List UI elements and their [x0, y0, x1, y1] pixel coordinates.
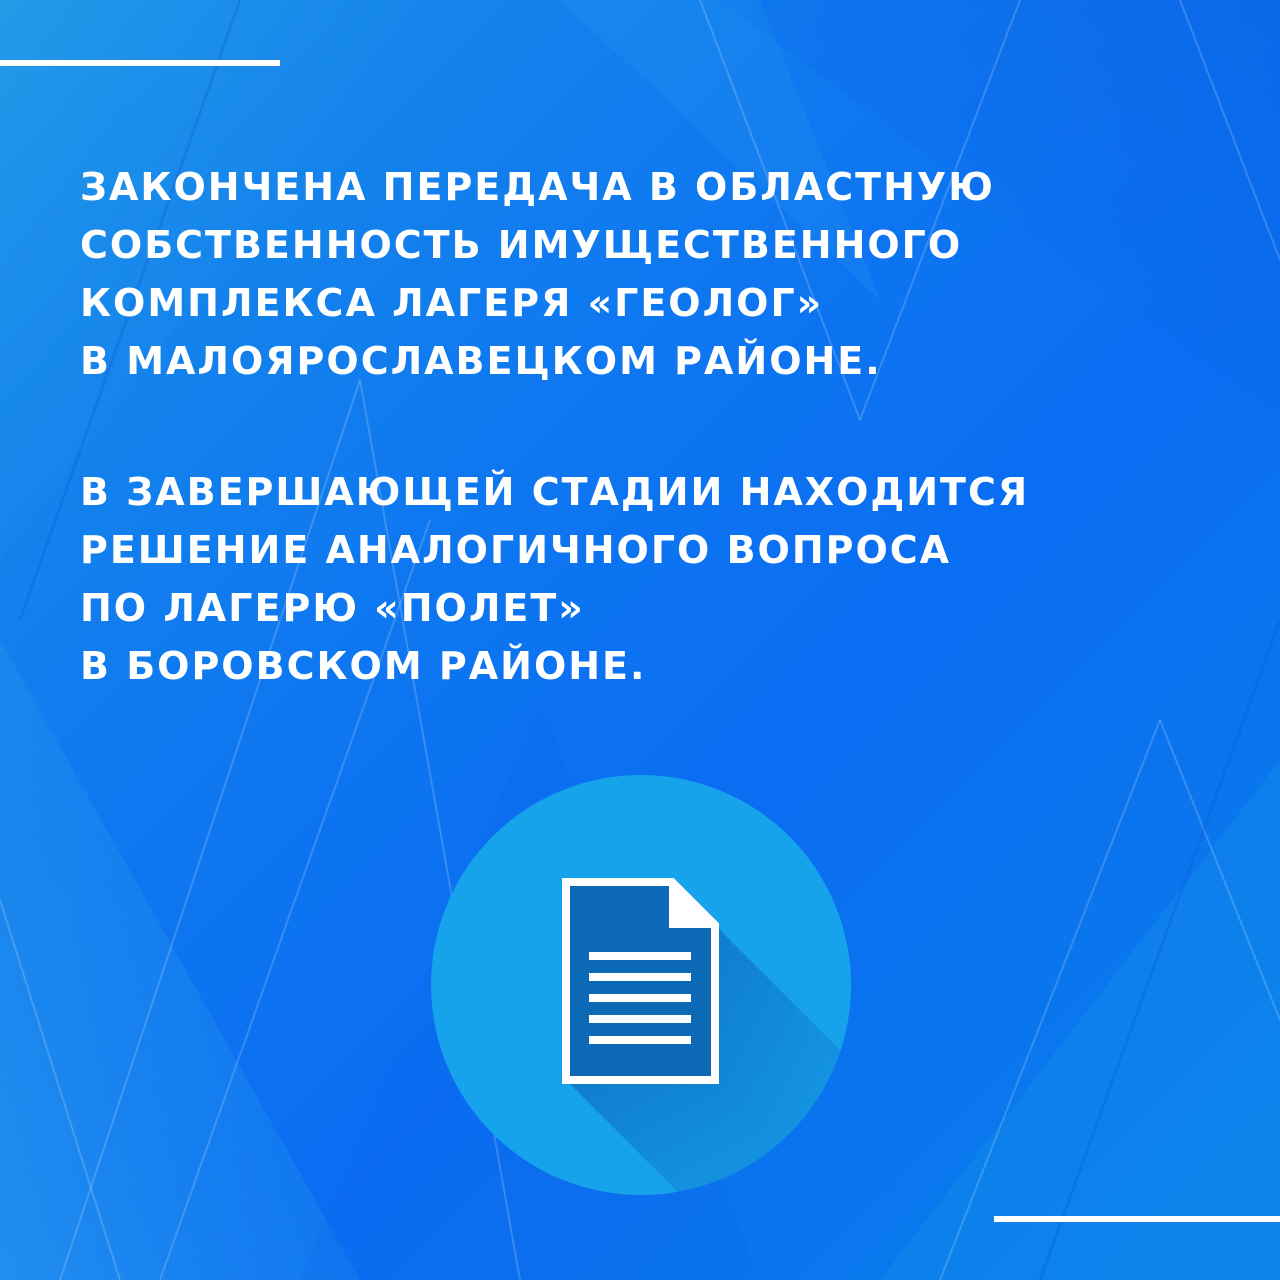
paragraph-2-line-3: ПО ЛАГЕРЮ «ПОЛЕТ»: [80, 586, 585, 630]
paragraph-2-line-1: В ЗАВЕРШАЮЩЕЙ СТАДИИ НАХОДИТСЯ: [80, 470, 1030, 514]
paragraph-1-line-3: КОМПЛЕКСА ЛАГЕРЯ «ГЕОЛОГ»: [80, 281, 824, 325]
paragraph-2-line-2: РЕШЕНИЕ АНАЛОГИЧНОГО ВОПРОСА: [80, 528, 952, 572]
paragraph-1-line-4: В МАЛОЯРОСЛАВЕЦКОМ РАЙОНЕ.: [80, 339, 882, 383]
paragraph-1-line-2: СОБСТВЕННОСТЬ ИМУЩЕСТВЕННОГО: [80, 223, 963, 267]
paragraph-2-line-4: В БОРОВСКОМ РАЙОНЕ.: [80, 644, 647, 688]
paragraph-1-line-1: ЗАКОНЧЕНА ПЕРЕДАЧА В ОБЛАСТНУЮ: [80, 165, 995, 209]
